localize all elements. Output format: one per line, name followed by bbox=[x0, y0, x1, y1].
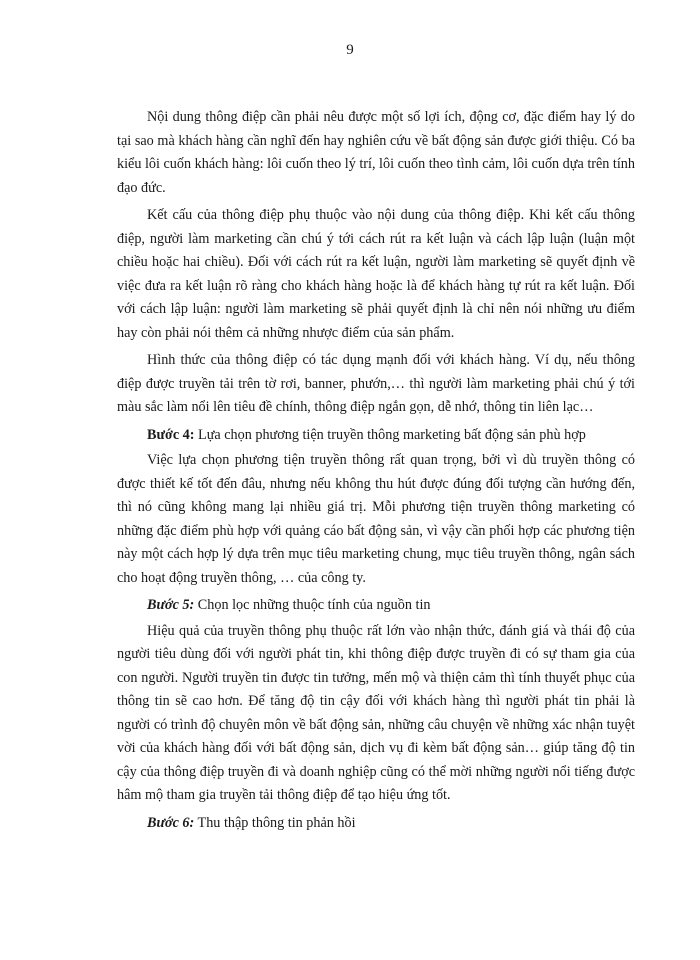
step-4-label: Bước 4: bbox=[147, 426, 195, 443]
paragraph-message-content: Nội dung thông điệp cần phải nêu được một số lợi ích, động cơ, đặc điểm hay lý do tại sao mà khách hàng cần nghĩ đến hay nghiên cứu về bất động sản được giới thiệu. Có ba kiểu lôi cuốn khách hàng: lôi cuốn theo lý trí, lôi cuốn theo tình cảm, lôi cuốn dựa trên tính đạo đức. bbox=[117, 109, 635, 196]
step-5-title: Chọn lọc những thuộc tính của nguồn tin bbox=[194, 597, 431, 613]
document-body bbox=[117, 106, 635, 837]
paragraph-source-attributes: Hiệu quả của truyền thông phụ thuộc rất lớn vào nhận thức, đánh giá và thái độ của người tiêu dùng đối với người phát tin, khi thông điệp được truyền đi có sự tham gia của con người. Người truyền tin được tin tưởng, mến mộ và thiện cảm thì tính thuyết phục của thông tin sẽ cao hơn. Để tăng độ tin cậy đối với khách hàng thì người phát tin phải là người có trình độ chuyên môn về bất động sản, những câu chuyện về những xác nhận tuyệt vời của khách hàng đối với bất động sản, dịch vụ đi kèm bất động sản… giúp tăng độ tin cậy của thông điệp truyền đi và doanh nghiệp cũng có thể mời những người nổi tiếng được hâm mộ tham gia truyền tải thông điệp để tạo hiệu ứng tốt. bbox=[117, 622, 635, 803]
step-6-title: Thu thập thông tin phản hồi bbox=[194, 814, 356, 831]
step-6-label: Bước 6: bbox=[147, 814, 195, 831]
step-4-title: Lựa chọn phương tiện truyền thông marketing bất động sản phù hợp bbox=[194, 426, 586, 443]
paragraph-message-structure: Kết cấu của thông điệp phụ thuộc vào nội dung của thông điệp. Khi kết cấu thông điệp, người làm marketing cần chú ý tới cách rút ra kết luận và cách lập luận (luận một chiều hoặc hai chiều). Đối với cách rút ra kết luận, người làm marketing sẽ quyết định về việc đưa ra kết luận rõ ràng cho khách hàng hoặc là để khách hàng tự rút ra kết luận. Đối với cách lập luận: người làm marketing sẽ phải quyết định là chỉ nên nói những ưu điểm hay còn phải nói thêm cả những nhược điểm của sản phẩm. bbox=[117, 207, 635, 341]
step-5-label: Bước 5: bbox=[147, 597, 195, 613]
page-number: 9 bbox=[346, 42, 354, 58]
heading-step-5 bbox=[117, 594, 635, 618]
heading-step-4 bbox=[117, 424, 635, 448]
paragraph-media-selection: Việc lựa chọn phương tiện truyền thông rất quan trọng, bởi vì dù truyền thông có được thiết kế tốt đến đâu, nhưng nếu không thu hút được đúng đối tượng cần hướng đến, thì nó cũng không mang lại nhiều giá trị. Mỗi phương tiện truyền thông marketing có những đặc điểm phù hợp với quảng cáo bất động sản, vì vậy cần phối hợp các phương tiện này một cách hợp lý dựa trên mục tiêu marketing chung, mục tiêu truyền thông, ngân sách cho hoạt động truyền thông, … của công ty. bbox=[117, 452, 635, 586]
paragraph-message-form: Hình thức của thông điệp có tác dụng mạnh đối với khách hàng. Ví dụ, nếu thông điệp được truyền tải trên tờ rơi, banner, phướn,… thì người làm marketing phải chú ý tới màu sắc làm nổi lên tiêu đề chính, thông điệp ngắn gọn, dễ nhớ, thông tin liên lạc… bbox=[117, 352, 635, 415]
heading-step-6 bbox=[117, 812, 635, 836]
